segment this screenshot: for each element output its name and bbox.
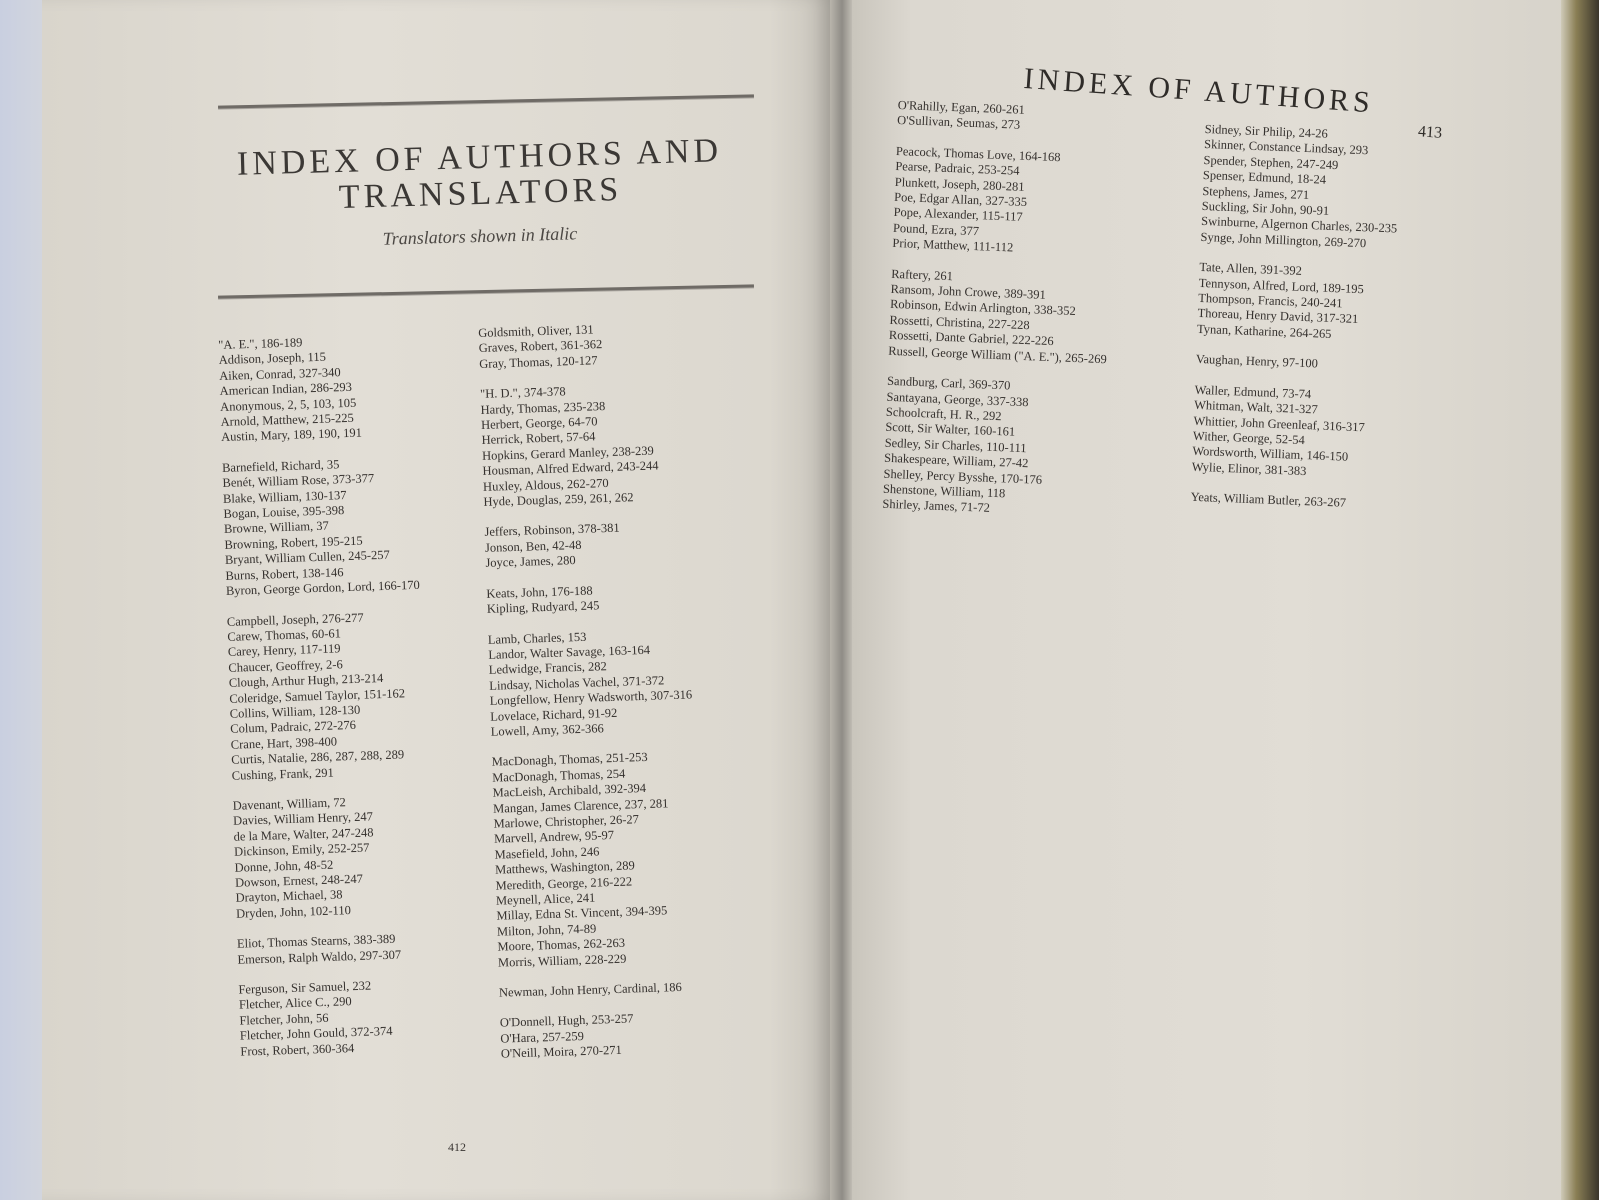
index-entry: O'Donnell, Hugh, 253-257 [499,1011,634,1031]
index-entry: Addison, Joseph, 115 [218,350,327,368]
index-entry: Stephens, James, 271 [1202,183,1310,202]
index-group [484,519,688,572]
index-entry: Aiken, Conrad, 327-340 [218,364,341,383]
right-page-number: 413 [1417,123,1443,142]
index-entry: MacDonagh, Thomas, 251-253 [491,750,648,770]
index-entry: Carey, Henry, 117-119 [227,641,341,660]
index-entry: Colum, Padraic, 272-276 [230,718,357,737]
index-entry: Jeffers, Robinson, 378-381 [484,521,620,540]
right-index-column-1 [882,98,1117,536]
index-entry: "H. D.", 374-378 [479,384,566,402]
index-entry: Davies, William Henry, 247 [232,809,374,829]
index-group [892,144,1115,260]
index-entry: Pound, Ezra, 377 [892,220,980,239]
index-entry: Vaughan, Henry, 97-100 [1195,352,1319,371]
index-entry: Hyde, Douglas, 259, 261, 262 [483,490,634,509]
index-group [222,455,420,600]
index-entry: Mangan, James Clarence, 237, 281 [492,795,669,816]
title-line-2: TRANSLATORS [338,171,623,216]
index-entry: Meynell, Alice, 241 [495,890,596,908]
index-entry: "A. E.", 186-189 [218,335,303,352]
index-entry: Blake, William, 130-137 [222,487,347,506]
index-entry: Carew, Thomas, 60-61 [227,626,342,644]
index-entry: Rossetti, Christina, 227-228 [889,312,1030,333]
index-entry: Curtis, Natalie, 286, 287, 288, 289 [231,747,405,767]
index-group [499,979,702,1001]
index-entry: Russell, George William ("A. E."), 265-269 [888,343,1108,366]
index-entry: Crane, Hart, 398-400 [230,734,338,752]
index-entry: Sandburg, Carl, 369-370 [886,373,1011,393]
index-entry: Shenstone, William, 118 [882,481,1006,501]
index-entry: Scott, Sir Walter, 160-161 [885,420,1016,440]
index-entry: Whittier, John Greenleaf, 316-317 [1193,413,1366,434]
index-entry: Lamb, Charles, 153 [487,629,587,647]
index-group [1191,382,1391,482]
index-entry: Dickinson, Emily, 252-257 [233,840,370,859]
index-group [486,580,689,617]
index-entry: Schoolcraft, H. R., 292 [885,404,1002,424]
index-entry: Hardy, Thomas, 235-238 [480,398,606,417]
index-entry: Millay, Edna St. Vincent, 394-395 [496,903,668,924]
index-entry: Prior, Matthew, 111-112 [892,236,1014,255]
book-gutter [830,0,854,1200]
index-entry: Chaucer, Geoffrey, 2-6 [228,656,343,675]
index-entry: Marvell, Andrew, 95-97 [493,828,615,847]
index-entry: Whitman, Walt, 321-327 [1193,397,1319,417]
index-group [480,381,686,511]
index-entry: Moore, Thomas, 262-263 [497,935,626,954]
right-index-column-2 [1190,122,1401,528]
index-entry: Skinner, Constance Lindsay, 293 [1203,137,1369,158]
index-entry: Dowson, Ernest, 248-247 [234,871,364,890]
index-group [238,977,434,1060]
page-subtitle: Translators shown in Italic [382,223,578,249]
index-entry: de la Mare, Walter, 247-248 [233,825,374,844]
index-entry: Eliot, Thomas Stearns, 383-389 [236,931,396,951]
index-entry: Benét, William Rose, 373-377 [222,471,375,491]
index-entry: Pope, Alexander, 115-117 [893,205,1023,225]
index-entry: Coleridge, Samuel Taylor, 151-162 [229,685,406,706]
index-entry: Raftery, 261 [890,266,954,283]
index-entry: Plunkett, Joseph, 280-281 [894,174,1025,194]
left-page-number: 412 [448,1140,466,1154]
index-entry: Jonson, Ben, 42-48 [484,537,582,555]
index-entry: MacDonagh, Thomas, 254 [491,766,626,785]
index-entry: Goldsmith, Oliver, 131 [478,322,594,340]
index-entry: Fletcher, Alice C., 290 [238,994,352,1013]
index-entry: Spender, Stephen, 247-249 [1203,152,1339,172]
index-entry: Emerson, Ralph Waldo, 297-307 [237,947,402,967]
index-entry: Thompson, Francis, 240-241 [1197,290,1343,311]
index-entry: Meredith, George, 216-222 [495,874,633,893]
index-group [888,267,1110,368]
index-entry: Lowell, Amy, 362-366 [490,721,604,739]
index-entry: Drayton, Michael, 38 [235,887,343,906]
index-entry: Collins, William, 128-130 [229,702,361,721]
index-entry: Waller, Edmund, 73-74 [1194,382,1312,401]
index-entry: Clough, Arthur Hugh, 213-214 [228,671,384,690]
index-entry: Huxley, Aldous, 262-270 [482,475,609,494]
index-entry: O'Rahilly, Egan, 260-261 [897,98,1026,117]
index-entry: Browning, Robert, 195-215 [224,533,363,552]
index-entry: Dryden, John, 102-110 [235,902,352,921]
index-entry: Suckling, Sir John, 90-91 [1201,198,1330,218]
index-entry: Tennyson, Alfred, Lord, 189-195 [1198,275,1365,296]
index-entry: Thoreau, Henry David, 317-321 [1197,306,1359,327]
index-entry: Austin, Mary, 189, 190, 191 [220,425,363,445]
index-entry: Shakespeare, William, 27-42 [883,450,1029,471]
index-entry: Wylie, Elinor, 381-383 [1191,459,1307,478]
index-entry: Shirley, James, 71-72 [882,497,991,516]
index-group [232,793,430,922]
index-entry: Graves, Robert, 361-362 [478,337,603,356]
index-entry: Wordsworth, William, 146-150 [1192,444,1349,465]
index-group [1200,122,1401,253]
left-index-column-2 [478,320,704,1078]
index-entry: Byron, George Gordon, Lord, 166-170 [225,577,420,598]
index-entry: Ransom, John Crowe, 389-391 [890,281,1047,302]
index-entry: American Indian, 286-293 [219,380,353,399]
index-entry: Browne, William, 37 [223,519,329,537]
index-entry: Herrick, Robert, 57-64 [481,429,596,448]
index-entry: Spenser, Edmund, 18-24 [1202,168,1327,187]
title-line-1: INDEX OF AUTHORS AND [236,132,723,183]
index-entry: Cushing, Frank, 291 [231,765,335,783]
index-group [1197,260,1396,345]
index-entry: Milton, John, 74-89 [496,921,597,939]
index-entry: Tate, Allen, 391-392 [1199,260,1303,279]
index-entry: Barnefield, Richard, 35 [221,457,340,475]
right-page-title: INDEX OF AUTHORS [1022,62,1375,120]
index-group [882,374,1106,521]
index-entry: Donne, John, 48-52 [234,857,334,875]
index-group [218,332,415,446]
index-entry: Yeats, William Butler, 263-267 [1190,489,1347,510]
index-entry: Matthews, Washington, 289 [494,858,635,877]
index-group [488,626,694,740]
index-entry: Ferguson, Sir Samuel, 232 [238,978,372,997]
index-entry: Robinson, Edwin Arlington, 338-352 [889,297,1076,319]
page-title [219,133,741,219]
page-edge-shadow [1561,0,1599,1200]
index-entry: Burns, Robert, 138-146 [225,564,344,583]
index-entry: Sedley, Sir Charles, 110-111 [884,435,1027,455]
index-entry: Shelley, Percy Bysshe, 170-176 [883,466,1043,487]
index-entry: Lovelace, Richard, 91-92 [490,705,618,724]
index-entry: Keats, John, 176-188 [486,583,593,601]
index-group [491,749,700,971]
index-entry: Ledwidge, Francis, 282 [488,659,608,678]
index-entry: Bogan, Louise, 395-398 [223,503,345,521]
index-entry: O'Sullivan, Seumas, 273 [896,113,1021,133]
index-entry: Fletcher, John Gould, 372-374 [239,1024,393,1043]
index-group [1190,490,1387,513]
index-entry: O'Hara, 257-259 [500,1028,585,1046]
index-entry: Wither, George, 52-54 [1192,428,1306,447]
index-entry: Peacock, Thomas Love, 164-168 [895,143,1061,165]
index-entry: Gray, Thomas, 120-127 [478,353,598,371]
index-group [1196,352,1393,375]
index-entry: Kipling, Rudyard, 245 [486,598,600,616]
left-index-column-1 [218,332,435,1075]
index-entry: Masefield, John, 246 [494,844,600,862]
index-group [500,1010,704,1063]
index-entry: Landor, Walter Savage, 163-164 [488,642,651,662]
index-entry: Housman, Alfred Edward, 243-244 [482,458,659,479]
index-group [237,931,432,968]
index-entry: Herbert, George, 64-70 [480,414,598,432]
index-entry: Poe, Edgar Allan, 327-335 [893,189,1028,210]
index-entry: Joyce, James, 280 [485,553,576,571]
index-entry: Swinburne, Algernon Charles, 230-235 [1200,214,1398,236]
index-entry: Sidney, Sir Philip, 24-26 [1204,122,1329,141]
index-entry: Frost, Robert, 360-364 [240,1040,355,1059]
index-entry: Morris, William, 228-229 [497,951,627,970]
index-entry: Anonymous, 2, 5, 103, 105 [219,395,357,414]
index-entry: MacLeish, Archibald, 392-394 [492,781,647,800]
index-entry: Hopkins, Gerard Manley, 238-239 [481,443,654,463]
index-entry: Pearse, Padraic, 253-254 [895,159,1020,178]
index-entry: Santayana, George, 337-338 [886,389,1029,409]
index-entry: Marlowe, Christopher, 26-27 [493,812,640,831]
index-entry: Arnold, Matthew, 215-225 [220,410,354,429]
index-entry: Newman, John Henry, Cardinal, 186 [498,979,682,1000]
index-entry: Rossetti, Dante Gabriel, 222-226 [888,328,1054,349]
index-entry: O'Neill, Moira, 270-271 [500,1043,623,1061]
index-entry: Bryant, William Cullen, 245-257 [224,547,390,568]
index-entry: Fletcher, John, 56 [239,1010,329,1028]
index-entry: Longfellow, Henry Wadsworth, 307-316 [489,687,693,708]
index-entry: Lindsay, Nicholas Vachel, 371-372 [489,673,665,693]
index-entry: Synge, John Millington, 269-270 [1200,229,1367,251]
index-entry: Davenant, William, 72 [232,795,347,813]
index-group [478,320,682,373]
index-entry: Campbell, Joseph, 276-277 [226,610,364,629]
index-entry: Tynan, Katharine, 264-265 [1196,321,1332,341]
index-group [227,608,426,783]
